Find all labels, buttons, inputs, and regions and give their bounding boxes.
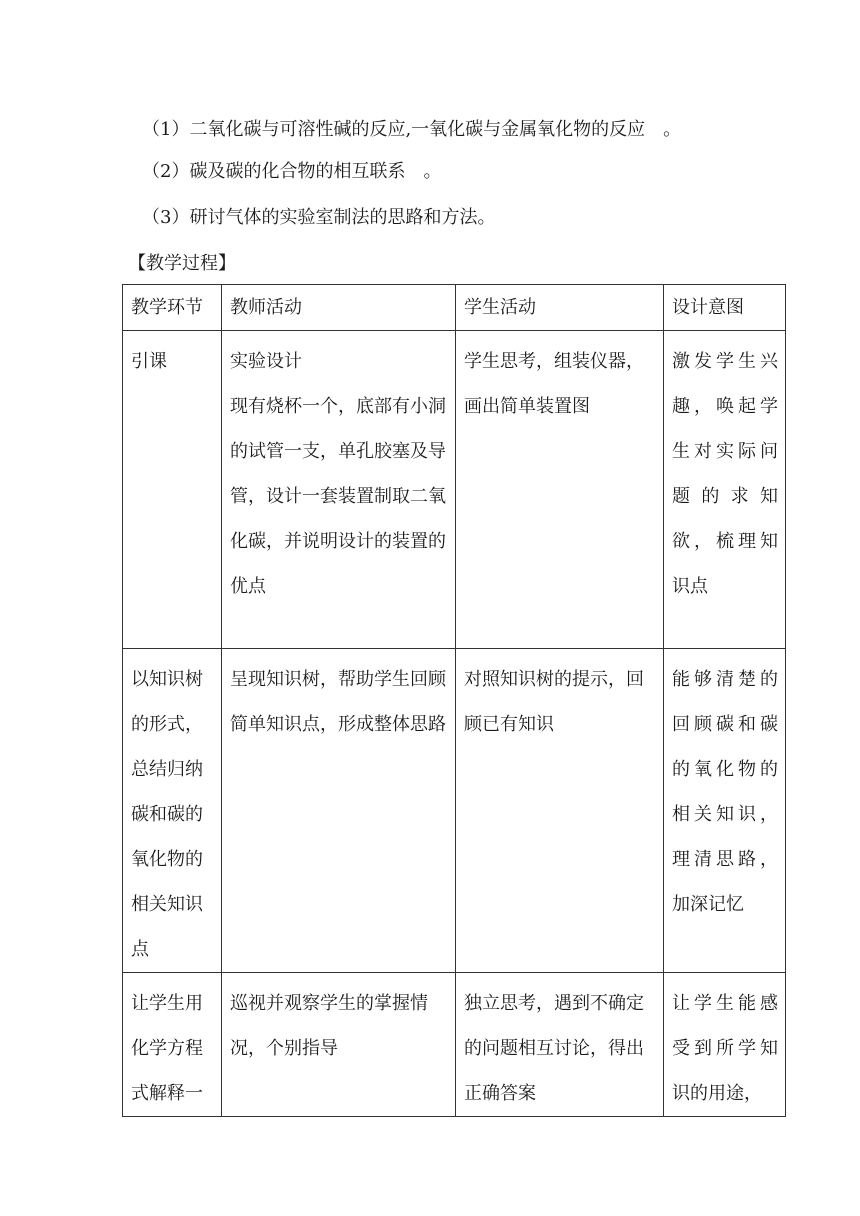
teaching-process-table <box>122 284 786 1117</box>
cell-design-intent: 激发学生兴趣，唤起学生对实际问题的求知欲，梳理知识点 <box>664 331 786 649</box>
intro-item-3: （3）研讨气体的实验室制法的思路和方法。 <box>142 207 496 228</box>
table-header-row <box>123 285 786 331</box>
cell-student-activity: 对照知识树的提示，回顾已有知识 <box>456 649 664 973</box>
section-heading: 【教学过程】 <box>128 253 236 274</box>
table-row <box>123 973 786 1117</box>
cell-stage: 让学生用化学方程式解释一 <box>123 973 222 1117</box>
cell-teacher-activity: 呈现知识树，帮助学生回顾简单知识点，形成整体思路 <box>222 649 456 973</box>
cell-student-activity: 学生思考，组装仪器，画出简单装置图 <box>456 331 664 649</box>
header-teacher-activity: 教师活动 <box>222 285 456 331</box>
intro-item-1: （1）二氧化碳与可溶性碱的反应,一氧化碳与金属氧化物的反应 。 <box>142 119 682 140</box>
table-row <box>123 649 786 973</box>
cell-stage: 引课 <box>123 331 222 649</box>
cell-student-activity: 独立思考，遇到不确定的问题相互讨论，得出正确答案 <box>456 973 664 1117</box>
header-stage: 教学环节 <box>123 285 222 331</box>
cell-stage: 以知识树的形式，总结归纳碳和碳的氧化物的相关知识点 <box>123 649 222 973</box>
cell-teacher-activity: 实验设计 现有烧杯一个，底部有小洞的试管一支，单孔胶塞及导管，设计一套装置制取二氧化碳，并说明设计的装置的优点 <box>222 331 456 649</box>
header-student-activity: 学生活动 <box>456 285 664 331</box>
cell-design-intent: 让学生能感受到所学知识的用途， <box>664 973 786 1117</box>
cell-design-intent: 能够清楚的回顾碳和碳的氧化物的相关知识，理清思路，加深记忆 <box>664 649 786 973</box>
intro-item-2: （2）碳及碳的化合物的相互联系 。 <box>142 161 442 182</box>
header-design-intent: 设计意图 <box>664 285 786 331</box>
cell-teacher-activity: 巡视并观察学生的掌握情况，个别指导 <box>222 973 456 1117</box>
table-row <box>123 331 786 649</box>
